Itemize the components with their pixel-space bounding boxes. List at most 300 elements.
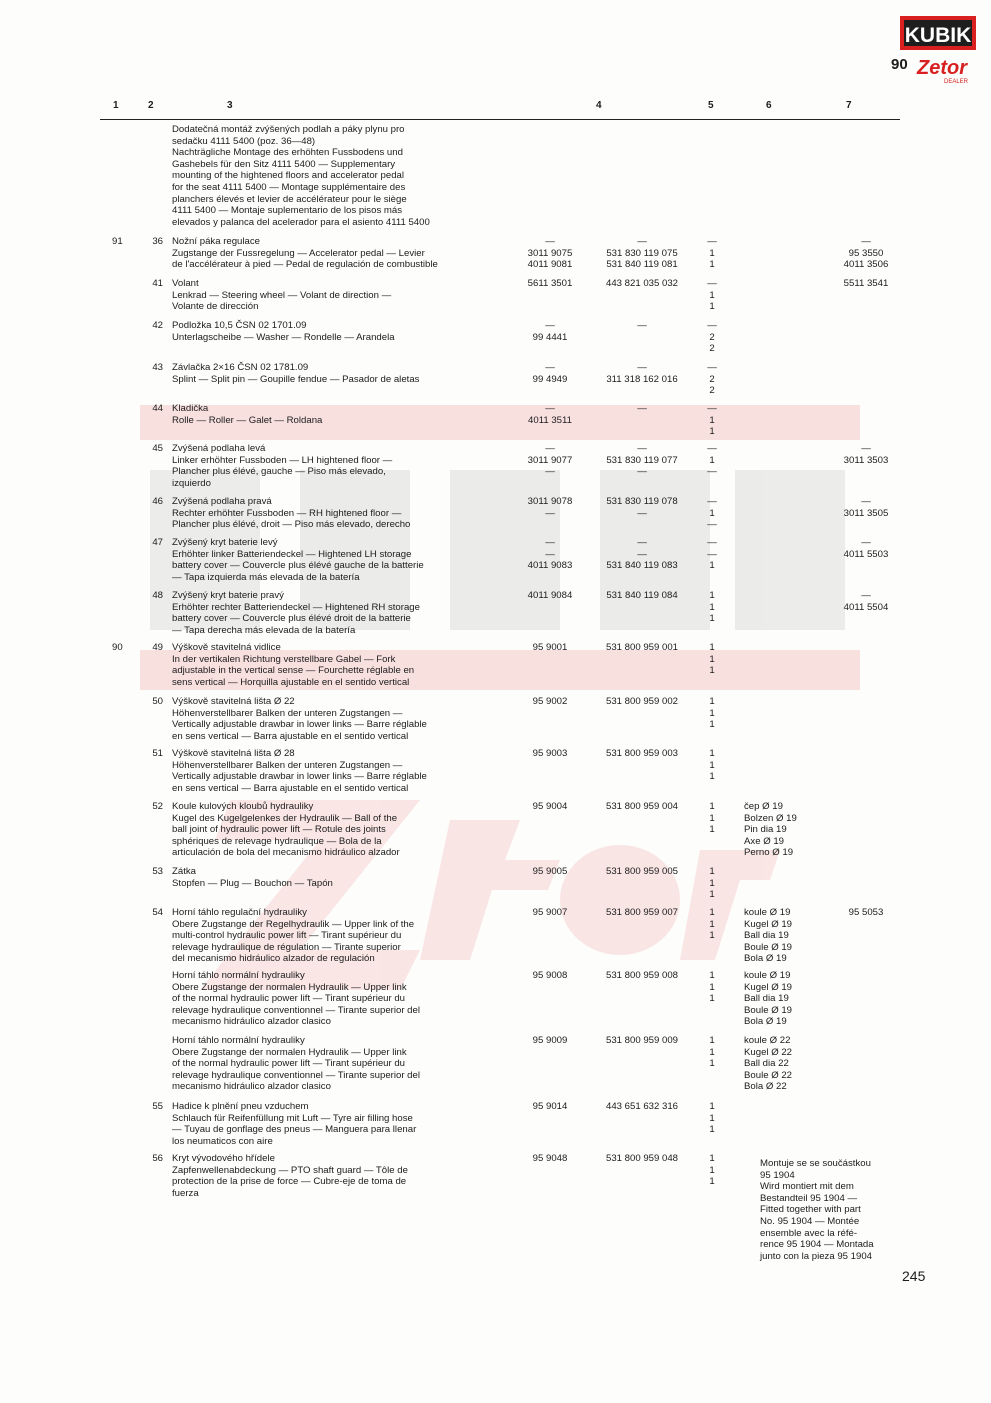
svg-text:KUBIK: KUBIK [904,24,972,47]
catalog-number-line: 531 800 959 005 [605,866,679,877]
intro-line: Gashebels für den Sitz 4111 5400 — Supplementary [172,158,396,170]
part-description-line: Zvýšený kryt baterie pravý [172,590,284,601]
position-number: 56 [152,1153,163,1164]
catalog-number-line: 311 318 162 016 [606,373,678,385]
replacement-number-line: — [861,236,871,247]
part-number-line: — [545,537,555,548]
part-number-line: 95 9008 [532,970,568,981]
note-line: Fitted together with part [760,1204,861,1216]
part-description-line: battery cover — Couvercle plus élévé droit de la batterie [172,613,411,625]
part-description-line: relevage hydraulique de régulation — Tirante superior [172,941,401,953]
part-number-line: 3011 9077 [527,454,573,466]
part-description-line: Erhöhter rechter Batteriendeckel — Hightened RH storage [172,601,420,613]
quantity-line: — [707,362,717,373]
quantity-line: 1 [709,707,715,719]
part-description-line: sphériques de relevage hydraulique — Bola de la [172,835,382,847]
col-5: 5 [708,100,714,111]
part-description-line: Výškově stavitelná lišta Ø 22 [172,696,295,707]
part-description [172,866,522,889]
catalog-number-line: — [637,443,647,454]
quantity [700,537,724,572]
part-description [172,1035,522,1093]
part-description-line: Výškově stavitelná vidlice [172,642,281,653]
part-number [520,362,580,385]
part-number [520,236,580,271]
part-description-line: Zátka [172,866,196,877]
replacement-number-line: — [861,443,871,454]
catalog-number-line: 531 830 119 078 [606,496,678,507]
part-description-line: — Tapa izquierda más elevada de la batería [172,571,360,583]
part-number-line: 95 9005 [532,866,568,877]
quantity-line: 1 [709,771,715,783]
part-description-line: los neumaticos con aire [172,1135,273,1147]
position-number: 41 [152,278,163,289]
catalog-number-line: 531 800 959 002 [605,696,679,707]
header-rule [100,119,900,120]
part-description [172,590,522,636]
remark-line: Ball dia 22 [744,1058,789,1070]
catalog-number-line: — [637,466,647,478]
remark-line: Axe Ø 19 [744,835,784,847]
quantity-line: 1 [709,1176,715,1188]
part-description [172,278,522,313]
part-description-line: sens vertical — Horquilla ajustable en el sentido vertical [172,676,410,688]
part-number-line: — [545,320,555,331]
part-description-line: mecanismo hidráulico alzador clasico [172,1016,331,1028]
illustration-number: 90 [112,642,123,653]
part-number-line: — [545,466,555,478]
quantity-line: 1 [709,981,715,993]
remark-line: Perno Ø 19 [744,847,794,859]
col-6: 6 [766,100,772,111]
catalog-number [594,443,690,478]
position-number: 53 [152,866,163,877]
quantity-line: 2 [709,373,715,385]
quantity-line: 1 [709,866,715,877]
part-number-line: 95 9014 [532,1101,568,1112]
note-line: ensemble avec la réfé- [760,1227,858,1239]
part-number [520,696,580,708]
catalog-number-line: 531 840 119 083 [606,560,678,572]
part-description [172,970,522,1028]
catalog-number [594,696,690,708]
part-number [520,801,580,813]
quantity [700,496,724,531]
remark-line: Bola Ø 19 [744,953,787,965]
replacement-number [826,278,906,290]
part-description [172,403,522,426]
kubik-zetor-logo [896,16,976,84]
quantity-line: 1 [709,642,715,653]
remark [744,801,824,859]
quantity-line: 1 [709,601,715,613]
part-number [520,590,580,602]
remark-line: čep Ø 19 [744,801,783,812]
part-description-line: Podložka 10,5 ČSN 02 1701.09 [172,320,307,331]
quantity-line: 2 [709,385,715,397]
quantity-line: — [707,403,717,414]
quantity-line: — [707,278,717,289]
quantity-line: 1 [709,507,715,519]
note-line: No. 95 1904 — Montée [760,1215,860,1227]
part-description-line: Lenkrad — Steering wheel — Volant de direction — [172,289,392,301]
position-number: 52 [152,801,163,812]
catalog-number-line: — [637,548,647,560]
catalog-number-line: 531 840 119 081 [606,259,678,271]
part-description-line: Erhöhter linker Batteriendeckel — Hightened LH storage [172,548,412,560]
quantity-line: 1 [709,1058,715,1070]
part-description-line: Horní táhlo regulační hydrauliky [172,907,307,918]
position-number: 46 [152,496,163,507]
part-description [172,696,522,742]
quantity [700,642,724,677]
part-number [520,278,580,290]
catalog-number [594,537,690,572]
replacement-number [826,236,906,271]
quantity [700,320,724,355]
part-number-line: — [545,403,555,414]
replacement-number-line: — [861,590,871,601]
catalog-number-line: 443 821 035 032 [605,278,679,289]
remark-line: Boule Ø 19 [744,941,793,953]
remark-line: Ball dia 19 [744,993,789,1005]
quantity [700,696,724,731]
catalog-number-line: 443 651 632 316 [605,1101,679,1112]
part-number [520,443,580,478]
remark-line: Pin dia 19 [744,824,787,836]
position-number: 50 [152,696,163,707]
part-number [520,1035,580,1047]
quantity-line: 1 [709,1164,715,1176]
col-7: 7 [846,100,852,111]
remark-line: Boule Ø 19 [744,1004,793,1016]
note-line: rence 95 1904 — Montada [760,1239,874,1251]
catalog-number [594,320,690,332]
quantity [700,403,724,438]
part-description-line: ball joint of hydraulic power lift — Rotule des joints [172,824,386,836]
part-number-line: 99 4949 [532,373,568,385]
quantity-line: — [707,320,717,331]
part-description-line: Závlačka 2×16 ČSN 02 1781.09 [172,362,309,373]
part-description-line: protection de la prise de force — Cubre-eje de toma de [172,1176,407,1188]
catalog-number-line: 531 840 119 084 [606,590,678,601]
part-description-line: adjustable in the vertical sense — Fourchette réglable en [172,665,415,677]
note-line: junto con la pieza 95 1904 [760,1250,873,1262]
remark-line: Kugel Ø 19 [744,981,793,993]
quantity-line: — [707,443,717,454]
part-description-line: Horní táhlo normální hydrauliky [172,1035,305,1046]
quantity-line: 1 [709,1101,715,1112]
quantity-line: 1 [709,719,715,731]
part-number-line: 95 9004 [532,801,568,812]
replacement-number-line: 3011 3505 [843,507,889,519]
quantity [700,362,724,397]
quantity-line: 1 [709,613,715,625]
replacement-number [826,496,906,519]
quantity [700,278,724,313]
part-description-line: relevage hydraulique conventionnel — Tirante superior del [172,1069,420,1081]
part-number [520,537,580,572]
intro-line: sedačku 4111 5400 (poz. 36—48) [172,135,316,147]
position-number: 51 [152,748,163,759]
part-description-line: — Tuyau de gonflage des pneus — Manguera para llenar [172,1124,417,1136]
part-number-line: 95 9003 [532,748,568,759]
replacement-number [826,590,906,613]
part-number-line: — [545,443,555,454]
quantity-line: 1 [709,454,715,466]
position-number: 44 [152,403,163,414]
position-number: 42 [152,320,163,331]
quantity-line: 1 [709,301,715,313]
part-description-line: de l'accélérateur à pied — Pedal de regulación de combustible [172,259,438,271]
quantity-line: 1 [709,560,715,572]
replacement-number [826,907,906,919]
replacement-number-line: 4011 3506 [843,259,889,271]
catalog-number [594,1101,690,1113]
part-description [172,236,522,271]
part-number-line: — [545,362,555,373]
part-description [172,496,522,531]
part-description-line: of the normal hydraulic power lift — Tirant supérieur du [172,1058,406,1070]
remark-line: Bolzen Ø 19 [744,812,797,824]
replacement-number-line: — [861,537,871,548]
quantity-line: 1 [709,414,715,426]
part-description-line: Zvýšený kryt baterie levý [172,537,278,548]
remark-line: Boule Ø 22 [744,1069,793,1081]
quantity [700,1153,724,1188]
part-description-line: Linker erhöhter Fussboden — LH hightened floor — [172,454,393,466]
catalog-number-line: — [637,362,647,373]
svg-text:Zetor: Zetor [917,57,967,79]
catalog-number [594,403,690,415]
quantity-line: 1 [709,247,715,259]
remark [744,1035,824,1093]
part-description-line: Zvýšená podlaha levá [172,443,266,454]
quantity-line: 1 [709,889,715,901]
part-description [172,443,522,489]
catalog-number [594,236,690,271]
part-description-line: Nožní páka regulace [172,236,260,247]
part-description [172,320,522,343]
replacement-number [826,537,906,560]
part-number-line: — [545,236,555,247]
quantity [700,970,724,1005]
part-description-line: Splint — Split pin — Goupille fendue — Pasador de aletas [172,373,420,385]
col-1: 1 [113,100,119,111]
remark [744,907,824,965]
position-number: 36 [152,236,163,247]
part-description [172,1153,522,1199]
catalog-number [594,590,690,602]
quantity-line: 1 [709,801,715,812]
part-number-line: 4011 9081 [527,259,573,271]
part-description-line: Výškově stavitelná lišta Ø 28 [172,748,295,759]
part-description-line: Obere Zugstange der normalen Hydraulik — Upper link [172,1046,407,1058]
part-description-line: of the normal hydraulic power lift — Tirant supérieur du [172,993,406,1005]
replacement-number [826,443,906,466]
part-number [520,1153,580,1165]
quantity-line: — [707,466,717,478]
catalog-number [594,907,690,919]
catalog-number [594,278,690,290]
part-description-line: Rechter erhöhter Fussboden — RH hightened floor — [172,507,402,519]
catalog-number [594,748,690,760]
part-number-line: 99 4441 [532,331,568,343]
part-description-line: Zugstange der Fussregelung — Accelerator pedal — Levier [172,247,425,259]
part-number-line: 95 9001 [532,642,568,653]
part-description-line: Obere Zugstange der normalen Hydraulik — Upper link [172,981,407,993]
part-number-line: 3011 9075 [527,247,573,259]
catalog-number [594,1153,690,1165]
note-line: Wird montiert mit dem [760,1181,854,1193]
part-number-line: 95 9007 [532,907,568,918]
quantity-line: 1 [709,1035,715,1046]
fitting-note [760,1158,920,1262]
quantity-line: 1 [709,665,715,677]
catalog-number [594,866,690,878]
quantity-line: 1 [709,918,715,930]
model-number: 90 [891,56,908,73]
catalog-number [594,970,690,982]
intro-line: mounting of the hightened floors and accelerator pedal [172,170,405,182]
quantity-line: 2 [709,343,715,355]
note-line: Bestandteil 95 1904 — [760,1192,858,1204]
remark-line: koule Ø 19 [744,907,791,918]
remark-line: koule Ø 19 [744,970,791,981]
remark-line: Bola Ø 22 [744,1081,787,1093]
part-description [172,1101,522,1147]
part-number-line: 3011 9078 [527,496,573,507]
quantity-line: 1 [709,590,715,601]
part-number-line: 4011 3511 [528,414,572,426]
replacement-number-line: 95 5053 [848,907,884,918]
part-description-line: Stopfen — Plug — Bouchon — Tapón [172,877,333,889]
catalog-number-line: — [637,403,647,414]
part-description-line: Vertically adjustable drawbar in lower links — Barre réglable [172,719,427,731]
quantity-line: 1 [709,1112,715,1124]
replacement-number-line: 95 3550 [848,247,884,259]
part-number [520,320,580,343]
position-number: 45 [152,443,163,454]
quantity [700,590,724,625]
quantity-line: 1 [709,812,715,824]
replacement-number-line: 4011 5504 [843,601,889,613]
replacement-number-line: 3011 3503 [843,454,889,466]
part-description-line: Unterlagscheibe — Washer — Rondelle — Arandela [172,331,395,343]
intro-line: for the seat 4111 5400 — Montage supplémentaire des [172,181,406,193]
quantity-line: 1 [709,970,715,981]
catalog-number-line: 531 800 959 001 [605,642,679,653]
part-number-line: 4011 9084 [527,590,573,601]
replacement-number-line: 5511 3541 [843,278,889,289]
remark-line: Bola Ø 19 [744,1016,787,1028]
part-description [172,801,522,859]
column-header [0,100,991,116]
catalog-number [594,362,690,385]
part-description-line: fuerza [172,1187,199,1199]
part-description-line: Vertically adjustable drawbar in lower links — Barre réglable [172,771,427,783]
quantity-line: 1 [709,1124,715,1136]
note-line: 95 1904 [760,1169,795,1181]
catalog-number-line: 531 800 959 004 [605,801,679,812]
col-4: 4 [596,100,602,111]
part-description-line: Kladička [172,403,209,414]
quantity-line: 1 [709,759,715,771]
quantity [700,236,724,271]
quantity-line: 1 [709,907,715,918]
part-description-line: Höhenverstellbarer Balken der unteren Zugstangen — [172,759,403,771]
quantity [700,1101,724,1136]
part-number [520,496,580,519]
part-description-line: en sens vertical — Barra ajustable en el sentido vertical [172,782,409,794]
part-description-line: Zvýšená podlaha pravá [172,496,272,507]
part-number [520,866,580,878]
part-description [172,642,522,688]
part-description-line: multi-control hydraulic power lift — Tirant supérieur du [172,930,402,942]
catalog-number-line: 531 800 959 009 [605,1035,679,1046]
quantity-line: — [707,548,717,560]
replacement-number-line: 4011 5503 [843,548,889,560]
illustration-number: 91 [112,236,123,247]
part-number-line: 95 9048 [532,1153,568,1164]
remark-line: Ball dia 19 [744,930,789,942]
part-number-line: 5611 3501 [527,278,573,289]
quantity [700,801,724,836]
quantity [700,907,724,942]
remark [744,970,824,1028]
part-description [172,537,522,583]
part-description-line: Zapfenwellenabdeckung — PTO shaft guard — Tôle de [172,1164,408,1176]
catalog-number-line: — [637,537,647,548]
remark-line: Kugel Ø 19 [744,918,793,930]
position-number: 55 [152,1101,163,1112]
part-number [520,907,580,919]
page-number: 245 [902,1268,926,1284]
quantity [700,1035,724,1070]
part-description-line: Schlauch für Reifenfüllung mit Luft — Tyre air filling hose [172,1112,413,1124]
quantity-line: 1 [709,1153,715,1164]
replacement-number-line: — [861,496,871,507]
part-description-line: Volante de dirección [172,301,259,313]
part-description-line: Horní táhlo normální hydrauliky [172,970,305,981]
quantity-line: 1 [709,930,715,942]
quantity-line: 1 [709,877,715,889]
part-number-line: 4011 9083 [527,560,573,572]
part-description-line: articulación de bola del mecanismo hidráulico alzador [172,847,400,859]
part-description-line: Kryt vývodového hřídele [172,1153,275,1164]
catalog-number [594,801,690,813]
part-description-line: izquierdo [172,477,211,489]
quantity-line: 1 [709,696,715,707]
quantity-line: — [707,496,717,507]
catalog-number-line: 531 800 959 008 [605,970,679,981]
part-description-line: Obere Zugstange der Regelhydraulik — Upper link of the [172,918,415,930]
part-description [172,907,522,965]
part-number-line: 95 9009 [532,1035,568,1046]
part-description-line: Plancher plus élévé, gauche — Piso más elevado, [172,466,386,478]
remark-line: koule Ø 22 [744,1035,791,1046]
intro-line: 4111 5400 — Montaje suplementario de los pisos más [172,205,403,217]
intro-line: elevados y palanca del acelerador para el asiento 4111 5400 [172,216,430,228]
part-description-line: In der vertikalen Richtung verstellbare Gabel — Fork [172,653,396,665]
quantity [700,748,724,783]
quantity-line: 1 [709,426,715,438]
quantity-line: 1 [709,289,715,301]
catalog-number-line: 531 830 119 077 [606,454,678,466]
part-description-line: relevage hydraulique conventionnel — Tirante superior del [172,1004,420,1016]
catalog-number-line: — [637,507,647,519]
quantity-line: 1 [709,993,715,1005]
